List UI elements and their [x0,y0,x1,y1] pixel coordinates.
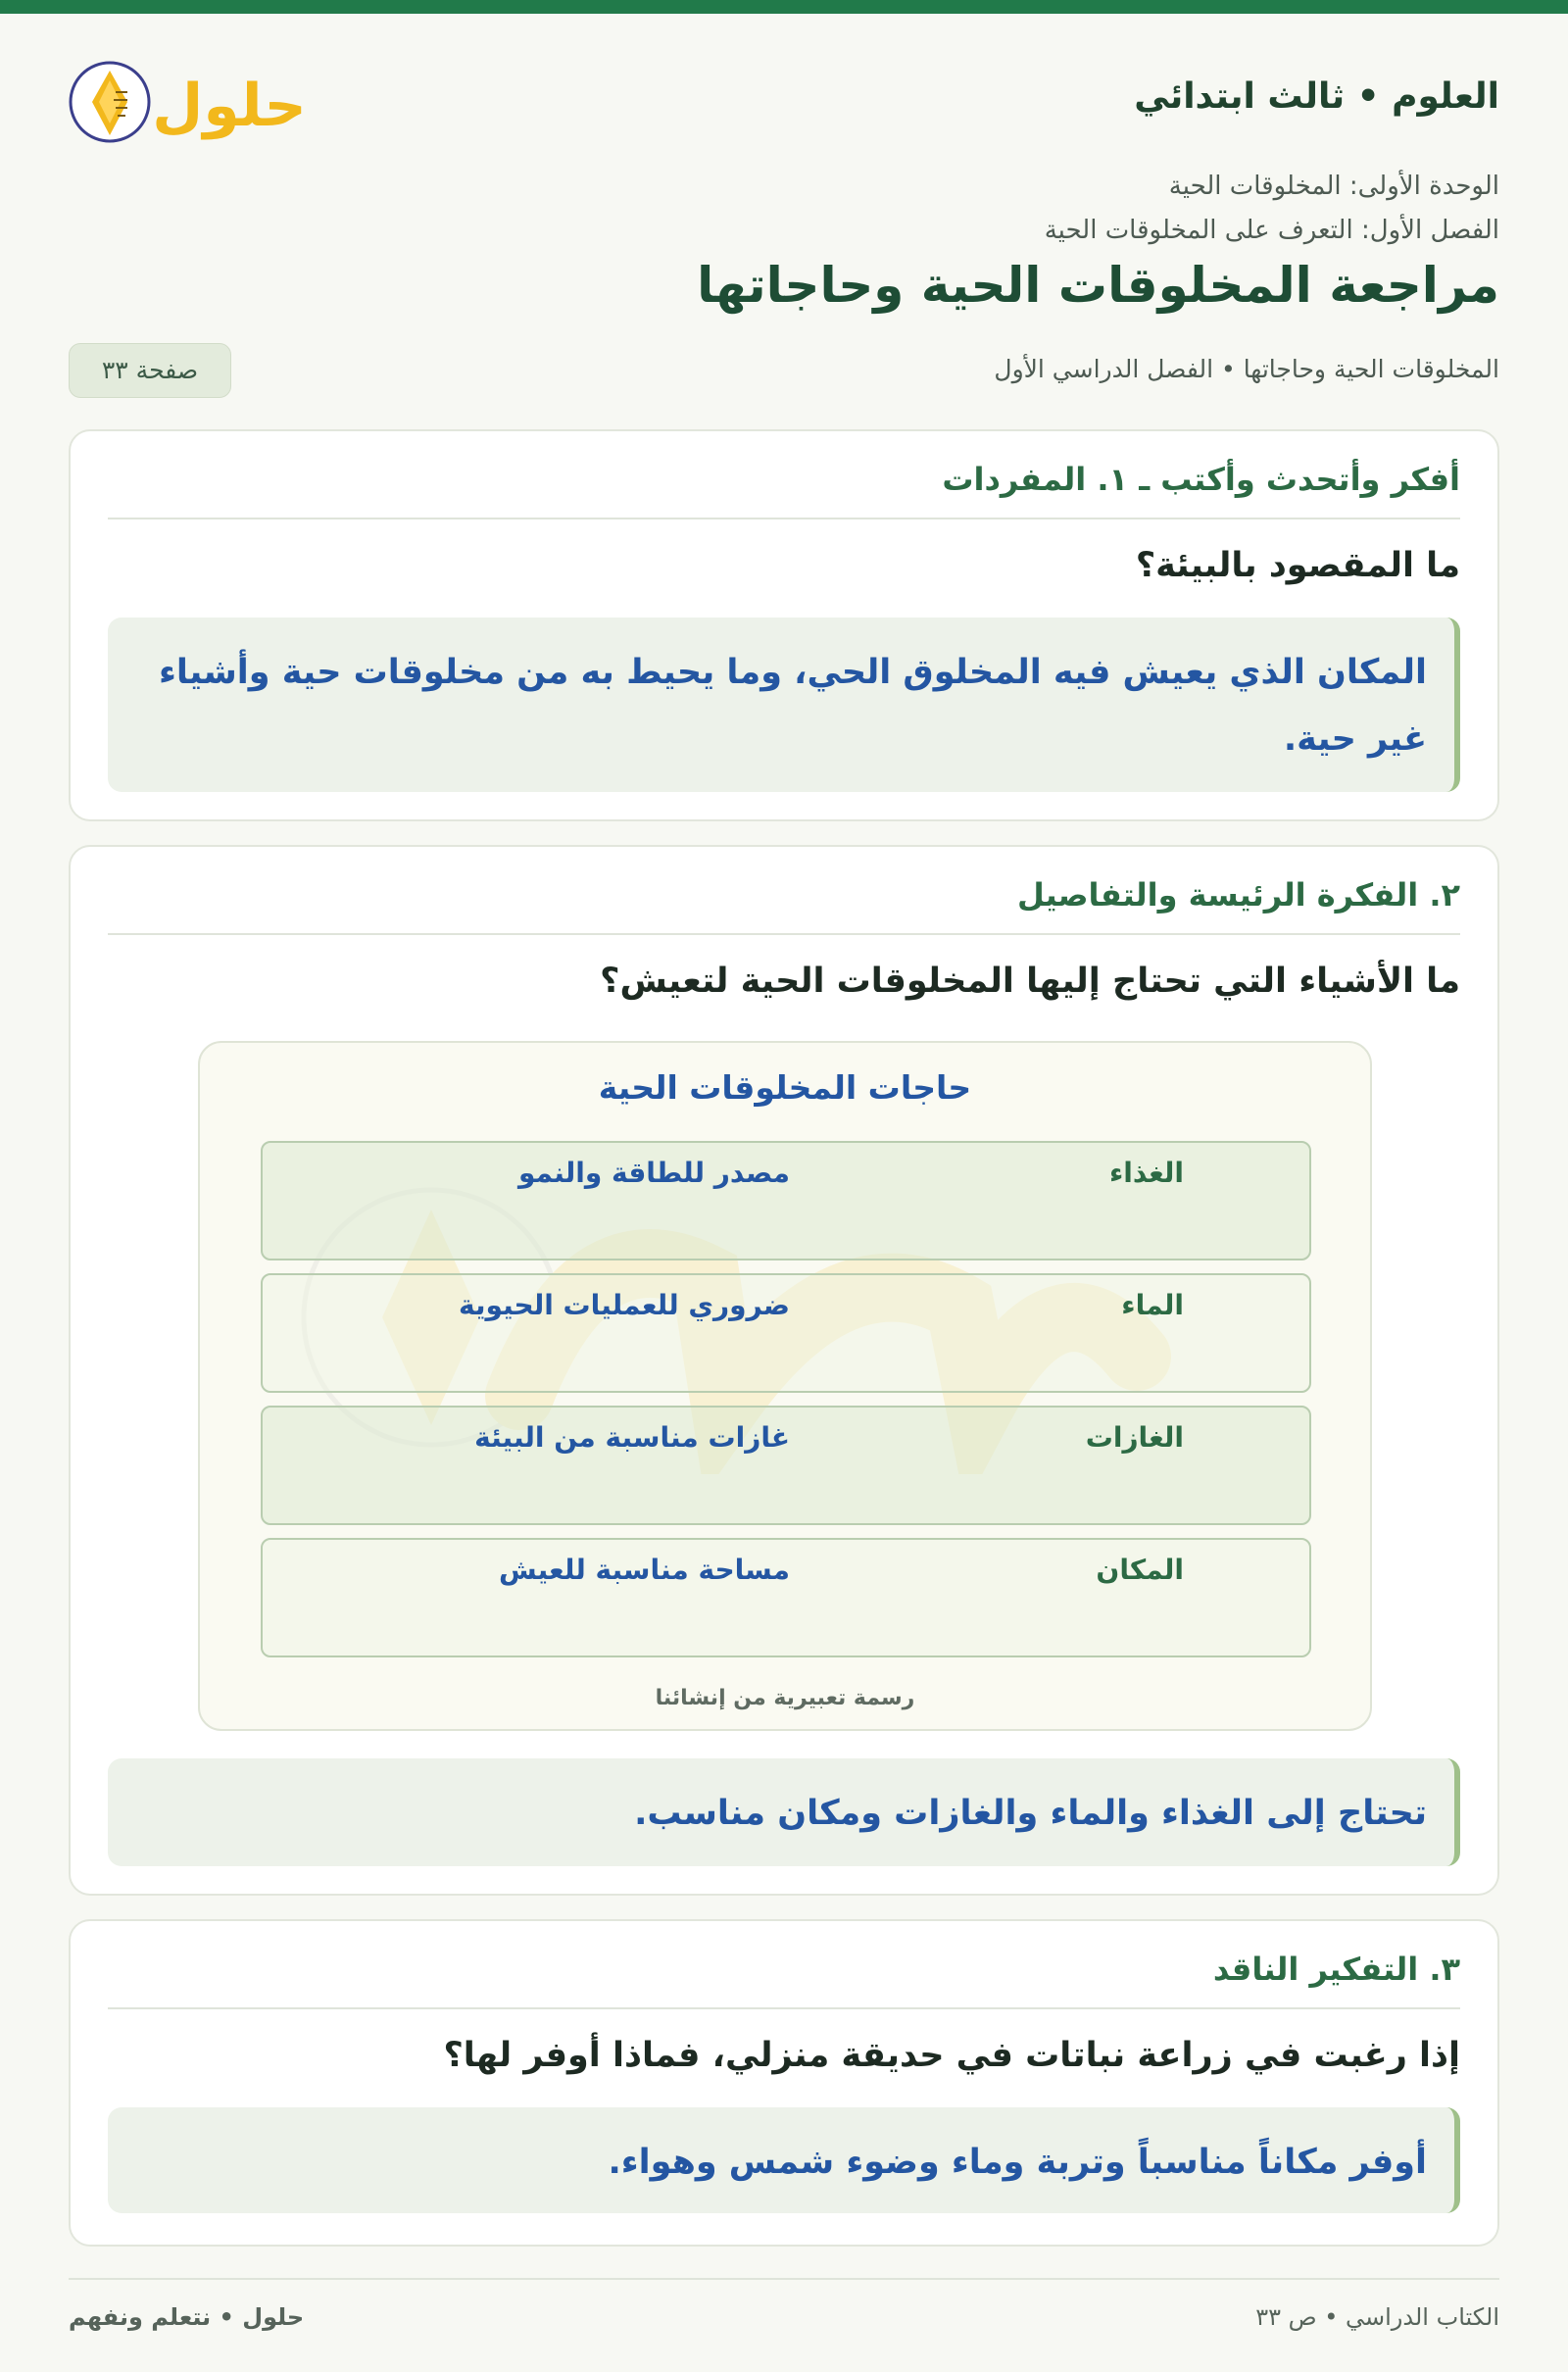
vocabulary-card [69,429,1499,821]
question-text: ما الأشياء التي تحتاج إليها المخلوقات الحية لتعيش؟ [600,962,1460,1001]
lesson-meta: المخلوقات الحية وحاجاتها • الفصل الدراسي الأول [994,355,1499,383]
need-name: الماء [1121,1289,1184,1321]
footer-divider [69,2278,1499,2280]
page-header [69,57,1499,145]
need-description: مصدر للطاقة والنمو [517,1157,790,1189]
need-description: مساحة مناسبة للعيش [499,1554,790,1586]
main-idea-card [69,845,1499,1896]
question-text: ما المقصود بالبيئة؟ [1135,546,1460,585]
need-description: ضروري للعمليات الحيوية [459,1289,790,1321]
needs-diagram [198,1041,1372,1731]
page-number-badge: صفحة ٣٣ [69,343,231,398]
question-text: إذا رغبت في زراعة نباتات في حديقة منزلي، فماذا أوفر لها؟ [443,2036,1460,2075]
section-heading: ٣. التفكير الناقد [108,1951,1460,2009]
hulul-logo[interactable] [69,57,323,147]
top-accent-bar [0,0,1568,14]
need-name: الغذاء [1108,1157,1184,1189]
answer-box: تحتاج إلى الغذاء والماء والغازات ومكان مناسب. [108,1758,1460,1866]
need-row-water [261,1273,1311,1393]
page-title: مراجعة المخلوقات الحية وحاجاتها [697,257,1499,314]
answer-box: المكان الذي يعيش فيه المخلوق الحي، وما يحيط به من مخلوقات حية وأشياء غير حية. [108,618,1460,792]
need-name: المكان [1096,1554,1184,1586]
need-row-food [261,1141,1311,1260]
diagram-caption: رسمة تعبيرية من إنشائنا [655,1686,915,1710]
section-heading: ٢. الفكرة الرئيسة والتفاصيل [108,876,1460,935]
need-row-space [261,1538,1311,1657]
diagram-title: حاجات المخلوقات الحية [598,1068,972,1107]
chapter-breadcrumb: الفصل الأول: التعرف على المخلوقات الحية [1044,216,1499,245]
need-description: غازات مناسبة من البيئة [474,1421,790,1454]
footer-book-page: الكتاب الدراسي • ص ٣٣ [1255,2303,1499,2331]
subject-title: العلوم • ثالث ابتدائي [1134,76,1499,117]
section-heading: أفكر وأتحدث وأكتب ـ ١. المفردات [108,461,1460,519]
svg-text:حلول: حلول [152,72,307,140]
unit-breadcrumb: الوحدة الأولى: المخلوقات الحية [1168,172,1499,201]
critical-thinking-card [69,1919,1499,2247]
answer-box: أوفر مكاناً مناسباً وتربة وماء وضوء شمس وهواء. [108,2107,1460,2213]
need-name: الغازات [1085,1421,1184,1454]
footer-brand[interactable]: حلول • نتعلم ونفهم [69,2303,305,2331]
need-row-gases [261,1406,1311,1525]
